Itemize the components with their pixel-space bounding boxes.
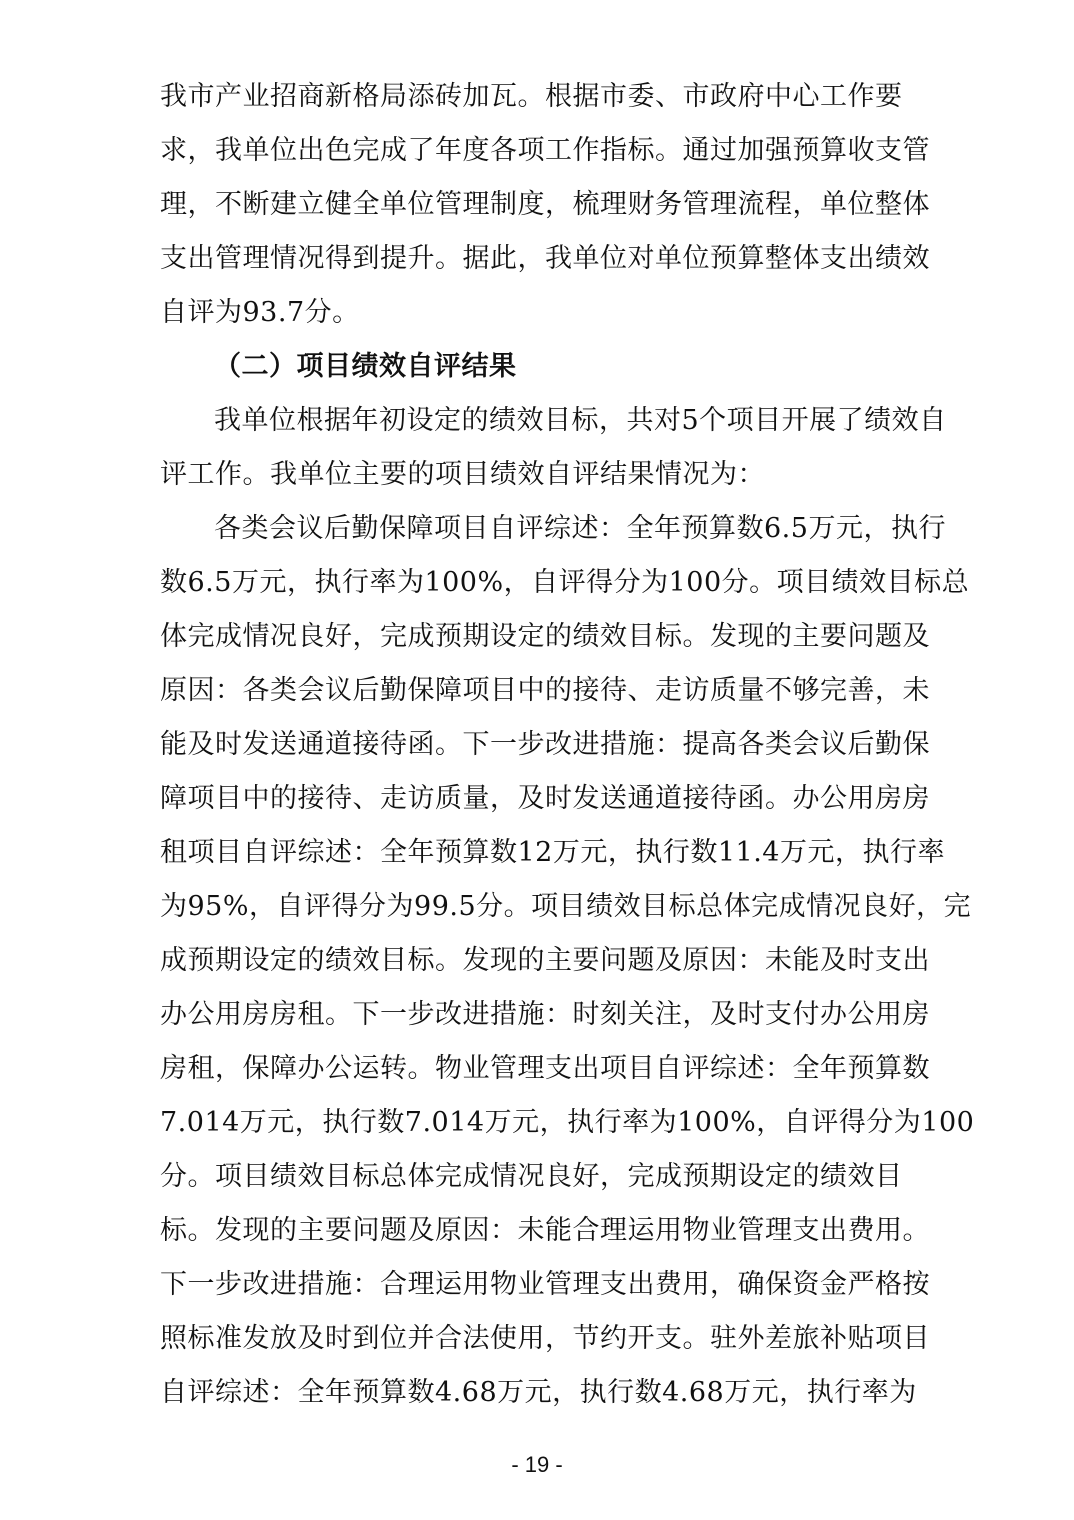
text-line: 房租，保障办公运转。物业管理支出项目自评综述：全年预算数 [160, 1053, 930, 1084]
text-line: 评工作。我单位主要的项目绩效自评结果情况为： [160, 459, 765, 490]
text-line: 支出管理情况得到提升。据此，我单位对单位预算整体支出绩效 [160, 243, 930, 274]
text-line: 理，不断建立健全单位管理制度，梳理财务管理流程，单位整体 [160, 189, 930, 220]
text-line: 能及时发送通道接待函。下一步改进措施：提高各类会议后勤保 [160, 729, 930, 760]
text-line: 办公用房房租。下一步改进措施：时刻关注，及时支付办公用房 [160, 999, 930, 1030]
text-line: 体完成情况良好，完成预期设定的绩效目标。发现的主要问题及 [160, 621, 930, 652]
text-line: 自评综述：全年预算数4.68万元，执行数4.68万元，执行率为 [160, 1377, 917, 1408]
page-number: - 19 - [511, 1452, 563, 1477]
text-line: 自评为93.7分。 [160, 297, 360, 328]
paragraph-first-line: 各类会议后勤保障项目自评综述：全年预算数6.5万元，执行 [214, 513, 946, 544]
text-line: 分。项目绩效目标总体完成情况良好，完成预期设定的绩效目 [160, 1161, 903, 1192]
text-line: 照标准发放及时到位并合法使用，节约开支。驻外差旅补贴项目 [160, 1323, 930, 1354]
text-line: 原因：各类会议后勤保障项目中的接待、走访质量不够完善，未 [160, 675, 930, 706]
text-line: 我市产业招商新格局添砖加瓦。根据市委、市政府中心工作要 [160, 81, 903, 112]
text-line: 障项目中的接待、走访质量，及时发送通道接待函。办公用房房 [160, 783, 930, 814]
text-line: 下一步改进措施：合理运用物业管理支出费用，确保资金严格按 [160, 1269, 930, 1300]
text-line: 求，我单位出色完成了年度各项工作指标。通过加强预算收支管 [160, 135, 930, 166]
body-text [160, 70, 975, 1420]
text-line: 数6.5万元，执行率为100%，自评得分为100分。项目绩效目标总 [160, 567, 970, 598]
text-line: 租项目自评综述：全年预算数12万元，执行数11.4万元，执行率 [160, 837, 945, 868]
paragraph-first-line: 我单位根据年初设定的绩效目标，共对5个项目开展了绩效自 [214, 405, 947, 436]
text-line: 标。发现的主要问题及原因：未能合理运用物业管理支出费用。 [160, 1215, 930, 1246]
text-line: 为95%，自评得分为99.5分。项目绩效目标总体完成情况良好，完 [160, 891, 972, 922]
text-line: 7.014万元，执行数7.014万元，执行率为100%，自评得分为100 [160, 1107, 975, 1138]
section-heading: （二）项目绩效自评结果 [214, 351, 517, 382]
text-line: 成预期设定的绩效目标。发现的主要问题及原因：未能及时支出 [160, 945, 930, 976]
